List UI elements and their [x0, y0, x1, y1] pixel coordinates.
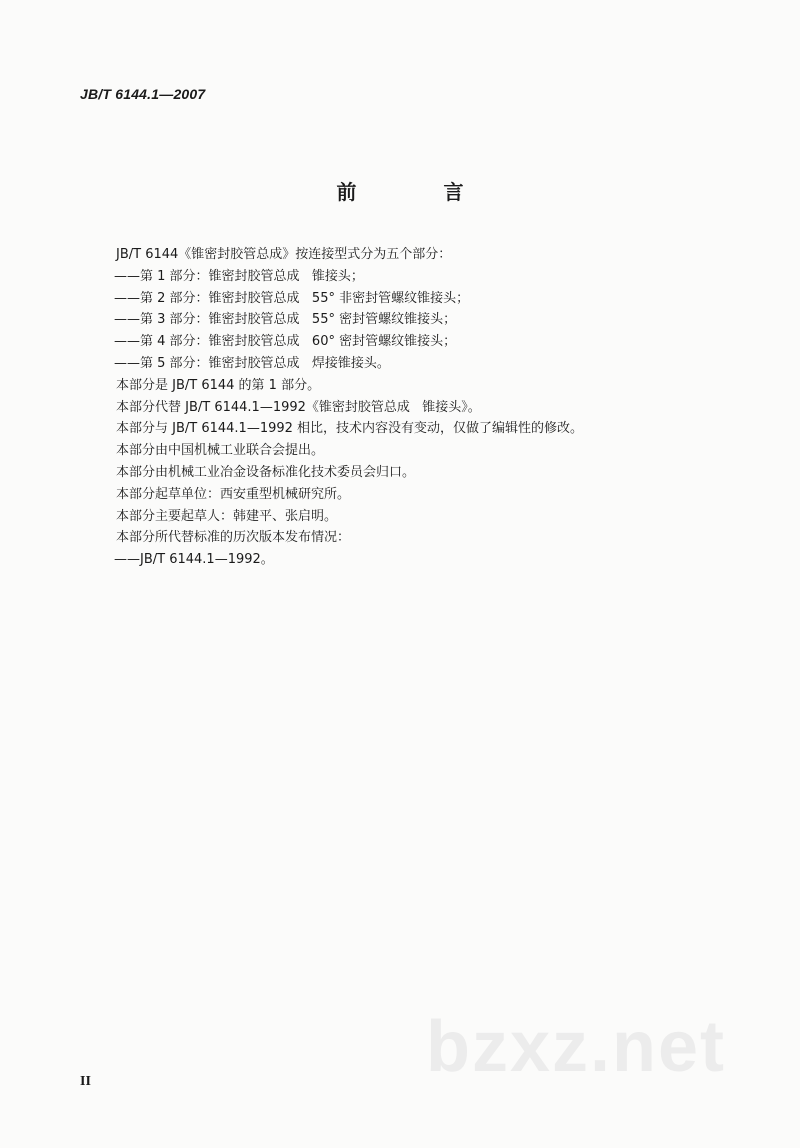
foreword-line: JB/T 6144《锥密封胶管总成》按连接型式分为五个部分： [116, 247, 452, 262]
page-title: 前 言 [336, 180, 504, 204]
foreword-line: ——第 2 部分：锥密封胶管总成 55° 非密封管螺纹锥接头； [114, 290, 470, 306]
foreword-line: 本部分由机械工业冶金设备标准化技术委员会归口。 [116, 464, 416, 480]
foreword-line: ——JB/T 6144.1—1992。 [114, 552, 274, 568]
foreword-line: 本部分所代替标准的历次版本发布情况： [116, 530, 351, 546]
watermark: bzxz.net [425, 1007, 726, 1087]
foreword-line: 本部分主要起草人：韩建平、张启明。 [116, 508, 338, 524]
foreword-line: 本部分起草单位：西安重型机械研究所。 [116, 486, 351, 502]
foreword-body [116, 244, 716, 571]
foreword-line: ——第 1 部分：锥密封胶管总成 锥接头； [114, 268, 364, 284]
foreword-line: 本部分与 JB/T 6144.1—1992 相比，技术内容没有变动，仅做了编辑性的修改。 [116, 421, 584, 437]
foreword-line: ——第 5 部分：锥密封胶管总成 焊接锥接头。 [114, 355, 390, 371]
foreword-line: 本部分代替 JB/T 6144.1—1992《锥密封胶管总成 锥接头》。 [116, 399, 481, 415]
foreword-line: 本部分是 JB/T 6144 的第 1 部分。 [116, 377, 321, 393]
foreword-line: ——第 4 部分：锥密封胶管总成 60° 密封管螺纹锥接头； [114, 334, 457, 350]
foreword-line: ——第 3 部分：锥密封胶管总成 55° 密封管螺纹锥接头； [114, 312, 457, 328]
standard-code: JB/T 6144.1—2007 [80, 86, 206, 102]
foreword-line: 本部分由中国机械工业联合会提出。 [116, 443, 325, 459]
page-number: II [80, 1074, 91, 1089]
